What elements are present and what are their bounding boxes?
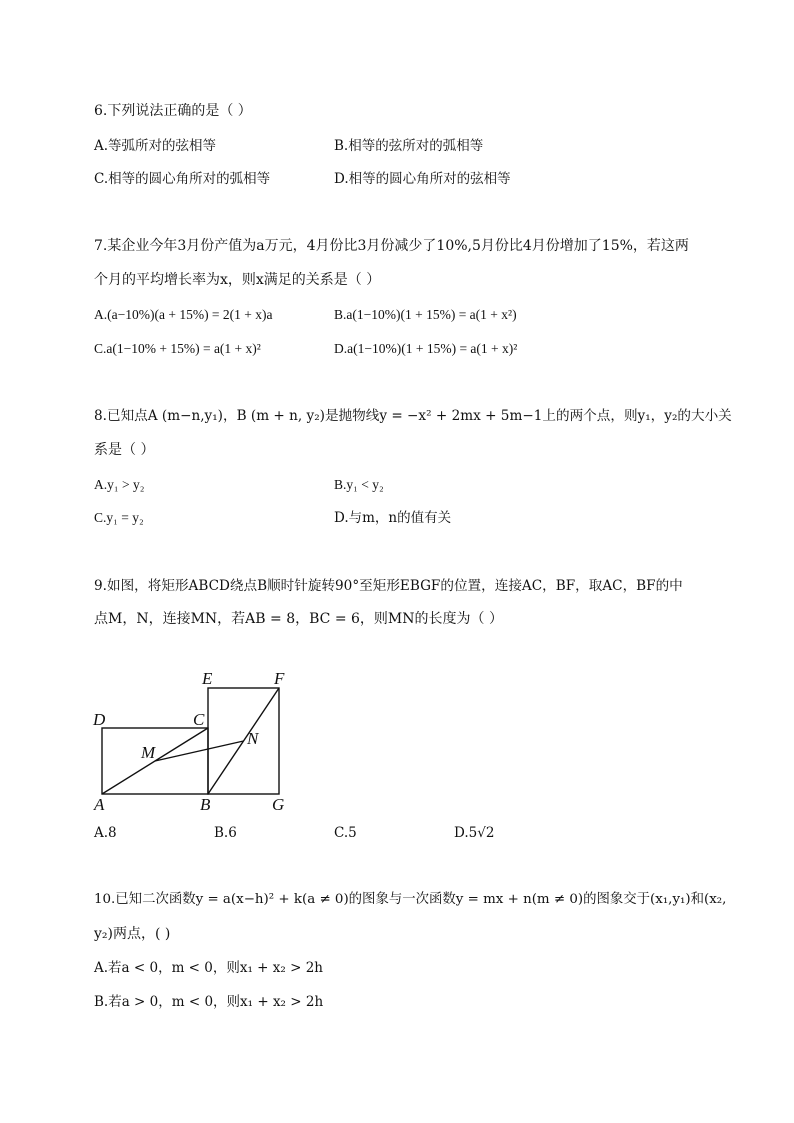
q8-option-a: A.y₁ > y₂: [94, 477, 145, 492]
q7-option-d: D.a(1−10%)(1 + 15%) = a(1 + x)²: [334, 341, 518, 356]
q8-option-b: B.y₁ < y₂: [334, 477, 384, 492]
label-g: G: [272, 795, 285, 814]
label-c: C: [193, 710, 205, 729]
q6-option-d: D.相等的圆心角所对的弦相等: [334, 171, 511, 187]
label-n: N: [247, 729, 259, 748]
q8-stem-line2: 系是（ ）: [94, 442, 155, 458]
q9-figure: [88, 664, 303, 814]
label-e: E: [202, 669, 213, 688]
q9-option-a: A.8: [94, 825, 117, 841]
q10-option-a: A.若a < 0，m < 0，则x₁ + x₂ > 2h: [94, 960, 323, 976]
q9-option-b: B.6: [214, 825, 237, 841]
q9-option-c: C.5: [334, 825, 357, 841]
q7-option-c: C.a(1−10% + 15%) = a(1 + x)²: [94, 341, 261, 356]
label-d: D: [93, 710, 106, 729]
q6-stem: 6.下列说法正确的是（ ）: [94, 103, 252, 119]
q10-stem-line1: 10.已知二次函数y = a(x−h)² + k(a ≠ 0)的图象与一次函数y = mx + n(m ≠ 0)的图象交于(x₁,y₁)和(x₂,: [94, 892, 727, 907]
q7-stem-line1: 7.某企业今年3月份产值为a万元，4月份比3月份减少了10%,5月份比4月份增加了15%，若这两: [94, 238, 689, 254]
q7-option-b: B.a(1−10%)(1 + 15%) = a(1 + x²): [334, 307, 517, 322]
q8-option-d: D.与m，n的值有关: [334, 510, 452, 526]
q6-option-a: A.等弧所对的弦相等: [94, 138, 217, 154]
q6-option-b: B.相等的弦所对的弧相等: [334, 138, 484, 154]
q8-option-c: C.y₁ = y₂: [94, 510, 144, 525]
q10-option-b: B.若a > 0，m < 0，则x₁ + x₂ > 2h: [94, 994, 324, 1010]
q7-option-a: A.(a−10%)(a + 15%) = 2(1 + x)a: [94, 307, 273, 322]
label-m: M: [141, 743, 156, 762]
q6-option-c: C.相等的圆心角所对的弧相等: [94, 171, 271, 187]
label-b: B: [200, 795, 211, 814]
q9-stem-line2: 点M，N，连接MN，若AB = 8，BC = 6，则MN的长度为（ ）: [94, 611, 503, 627]
q8-stem-line1: 8.已知点A (m−n,y₁)，B (m + n, y₂)是抛物线y = −x² + 2mx + 5m−1上的两个点，则y₁，y₂的大小关: [94, 408, 732, 424]
q7-stem-line2: 个月的平均增长率为x，则x满足的关系是（ ）: [94, 272, 381, 288]
label-f: F: [274, 669, 285, 688]
label-a: A: [94, 795, 105, 814]
q10-stem-line2: y₂)两点，( ): [94, 926, 171, 942]
q9-option-d: D.5√2: [454, 825, 495, 841]
segment-mn: [155, 741, 244, 761]
q9-stem-line1: 9.如图，将矩形ABCD绕点B顺时针旋转90°至矩形EBGF的位置，连接AC，BF，取AC，BF的中: [94, 578, 683, 594]
